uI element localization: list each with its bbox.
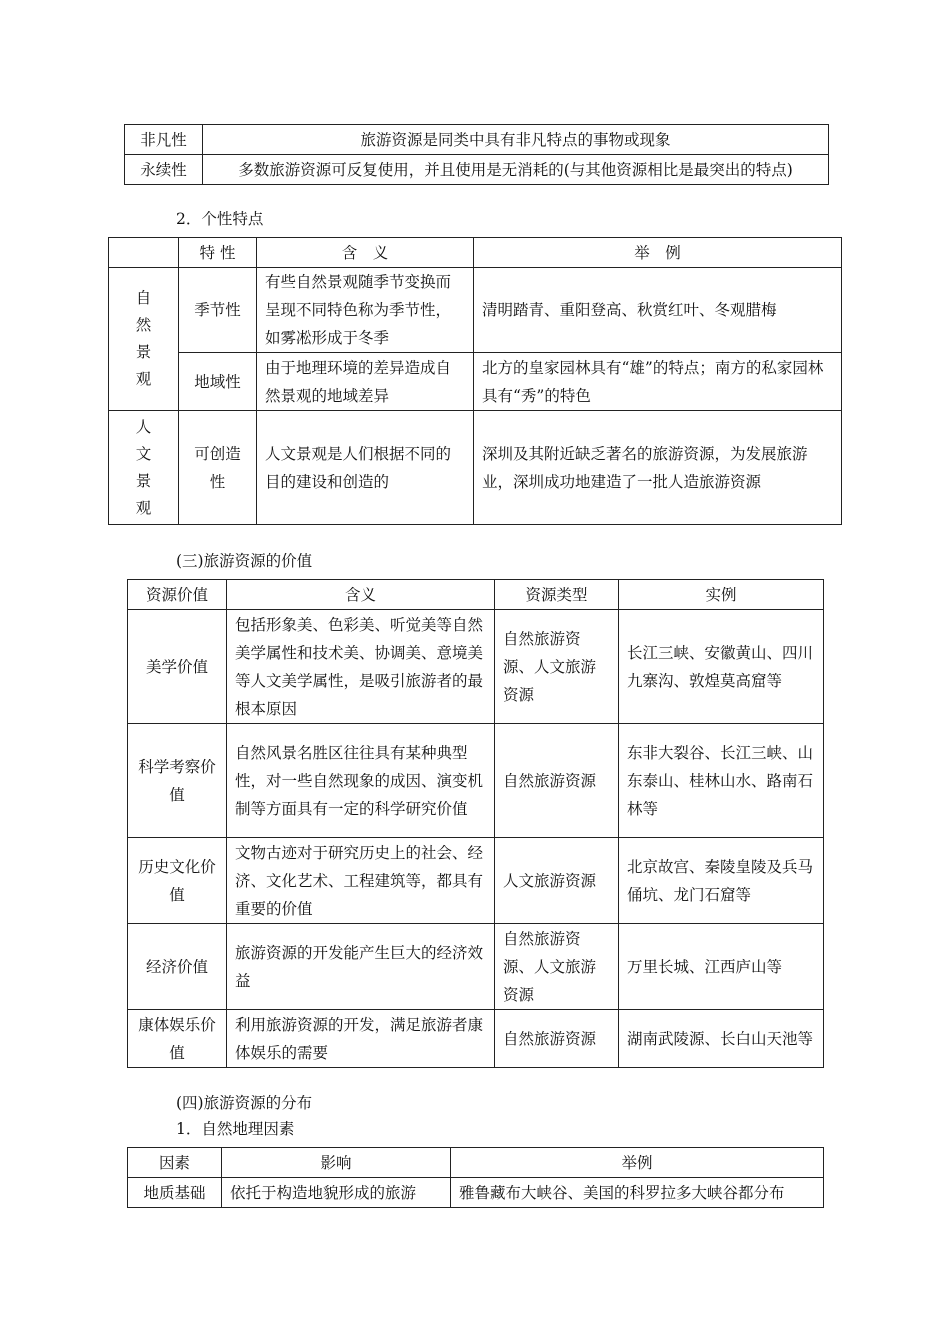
individual-traits-table [108, 237, 842, 525]
trait-example: 北方的皇家园林具有“雄”的特点；南方的私家园林具有“秀”的特色 [474, 353, 842, 411]
table-row [128, 610, 824, 724]
distribution-factors-table [127, 1147, 824, 1208]
table-row [128, 1010, 824, 1068]
trait-name: 季节性 [179, 268, 257, 353]
trait-meaning: 由于地理环境的差异造成自然景观的地域差异 [257, 353, 474, 411]
header-value: 资源价值 [128, 580, 227, 610]
trait-meaning: 人文景观是人们根据不同的目的建设和创造的 [257, 411, 474, 525]
trait-example: 清明踏青、重阳登高、秋赏红叶、冬观腊梅 [474, 268, 842, 353]
section-heading-value: (三)旅游资源的价值 [176, 552, 313, 570]
table-row [125, 125, 829, 155]
group-char: 人 [135, 417, 152, 436]
header-example: 举例 [451, 1148, 824, 1178]
group-char: 然 [135, 316, 152, 334]
group-char: 观 [135, 370, 152, 388]
value-meaning: 文物古迹对于研究历史上的社会、经济、文化艺术、工程建筑等，都具有重要的价值 [227, 838, 495, 924]
table-row [109, 353, 842, 411]
value-name: 历史文化价值 [128, 838, 227, 924]
group-char: 文 [135, 444, 152, 463]
general-traits-table [124, 124, 829, 185]
section-heading-individual: 2．个性特点 [176, 210, 264, 228]
trait-name: 永续性 [125, 155, 203, 185]
table-row [128, 838, 824, 924]
value-name: 美学价值 [128, 610, 227, 724]
table-row [128, 724, 824, 838]
value-example: 湖南武陵源、长白山天池等 [619, 1010, 824, 1068]
section-heading-distribution: (四)旅游资源的分布 [176, 1094, 313, 1112]
value-type: 自然旅游资源、人文旅游资源 [495, 610, 619, 724]
header-example: 举 例 [474, 238, 842, 268]
table-row [128, 924, 824, 1010]
value-example: 万里长城、江西庐山等 [619, 924, 824, 1010]
trait-name: 非凡性 [125, 125, 203, 155]
value-example: 东非大裂谷、长江三峡、山东泰山、桂林山水、路南石林等 [619, 724, 824, 838]
factor-influence: 依托于构造地貌形成的旅游 [222, 1178, 451, 1208]
table-header-row [109, 238, 842, 268]
value-name: 科学考察价值 [128, 724, 227, 838]
factor-example: 雅鲁藏布大峡谷、美国的科罗拉多大峡谷都分布 [451, 1178, 824, 1208]
value-example: 长江三峡、安徽黄山、四川九寨沟、敦煌莫高窟等 [619, 610, 824, 724]
group-char: 景 [135, 471, 152, 490]
value-example: 北京故宫、秦陵皇陵及兵马俑坑、龙门石窟等 [619, 838, 824, 924]
header-factor: 因素 [128, 1148, 222, 1178]
header-influence: 影响 [222, 1148, 451, 1178]
factor-name: 地质基础 [128, 1178, 222, 1208]
value-name: 康体娱乐价值 [128, 1010, 227, 1068]
value-meaning: 利用旅游资源的开发，满足旅游者康体娱乐的需要 [227, 1010, 495, 1068]
table-row [128, 1178, 824, 1208]
header-empty-cell [109, 238, 179, 268]
value-type: 自然旅游资源 [495, 1010, 619, 1068]
trait-meaning: 有些自然景观随季节变换而呈现不同特色称为季节性，如雾凇形成于冬季 [257, 268, 474, 353]
group-char: 自 [135, 289, 152, 307]
group-char: 观 [135, 498, 152, 517]
group-label-natural [109, 268, 179, 411]
trait-name: 地域性 [179, 353, 257, 411]
value-meaning: 包括形象美、色彩美、听觉美等自然美学属性和技术美、协调美、意境美等人文美学属性，是吸引旅游者的最根本原因 [227, 610, 495, 724]
table-row [109, 411, 842, 525]
value-meaning: 自然风景名胜区往往具有某种典型性，对一些自然现象的成因、演变机制等方面具有一定的科学研究价值 [227, 724, 495, 838]
value-type: 自然旅游资源、人文旅游资源 [495, 924, 619, 1010]
table-header-row [128, 1148, 824, 1178]
value-type: 人文旅游资源 [495, 838, 619, 924]
trait-example: 深圳及其附近缺乏著名的旅游资源，为发展旅游业，深圳成功地建造了一批人造旅游资源 [474, 411, 842, 525]
resource-value-table [127, 579, 824, 1068]
subheading-natural-factors: 1．自然地理因素 [176, 1120, 295, 1138]
trait-desc: 多数旅游资源可反复使用，并且使用是无消耗的(与其他资源相比是最突出的特点) [203, 155, 829, 185]
header-trait: 特 性 [179, 238, 257, 268]
group-label-cultural [109, 411, 179, 525]
header-type: 资源类型 [495, 580, 619, 610]
value-meaning: 旅游资源的开发能产生巨大的经济效益 [227, 924, 495, 1010]
table-row [109, 268, 842, 353]
value-type: 自然旅游资源 [495, 724, 619, 838]
header-meaning: 含义 [227, 580, 495, 610]
trait-name: 可创造性 [179, 411, 257, 525]
value-name: 经济价值 [128, 924, 227, 1010]
header-example: 实例 [619, 580, 824, 610]
header-meaning: 含 义 [257, 238, 474, 268]
table-header-row [128, 580, 824, 610]
table-row [125, 155, 829, 185]
group-char: 景 [135, 343, 152, 361]
trait-desc: 旅游资源是同类中具有非凡特点的事物或现象 [203, 125, 829, 155]
